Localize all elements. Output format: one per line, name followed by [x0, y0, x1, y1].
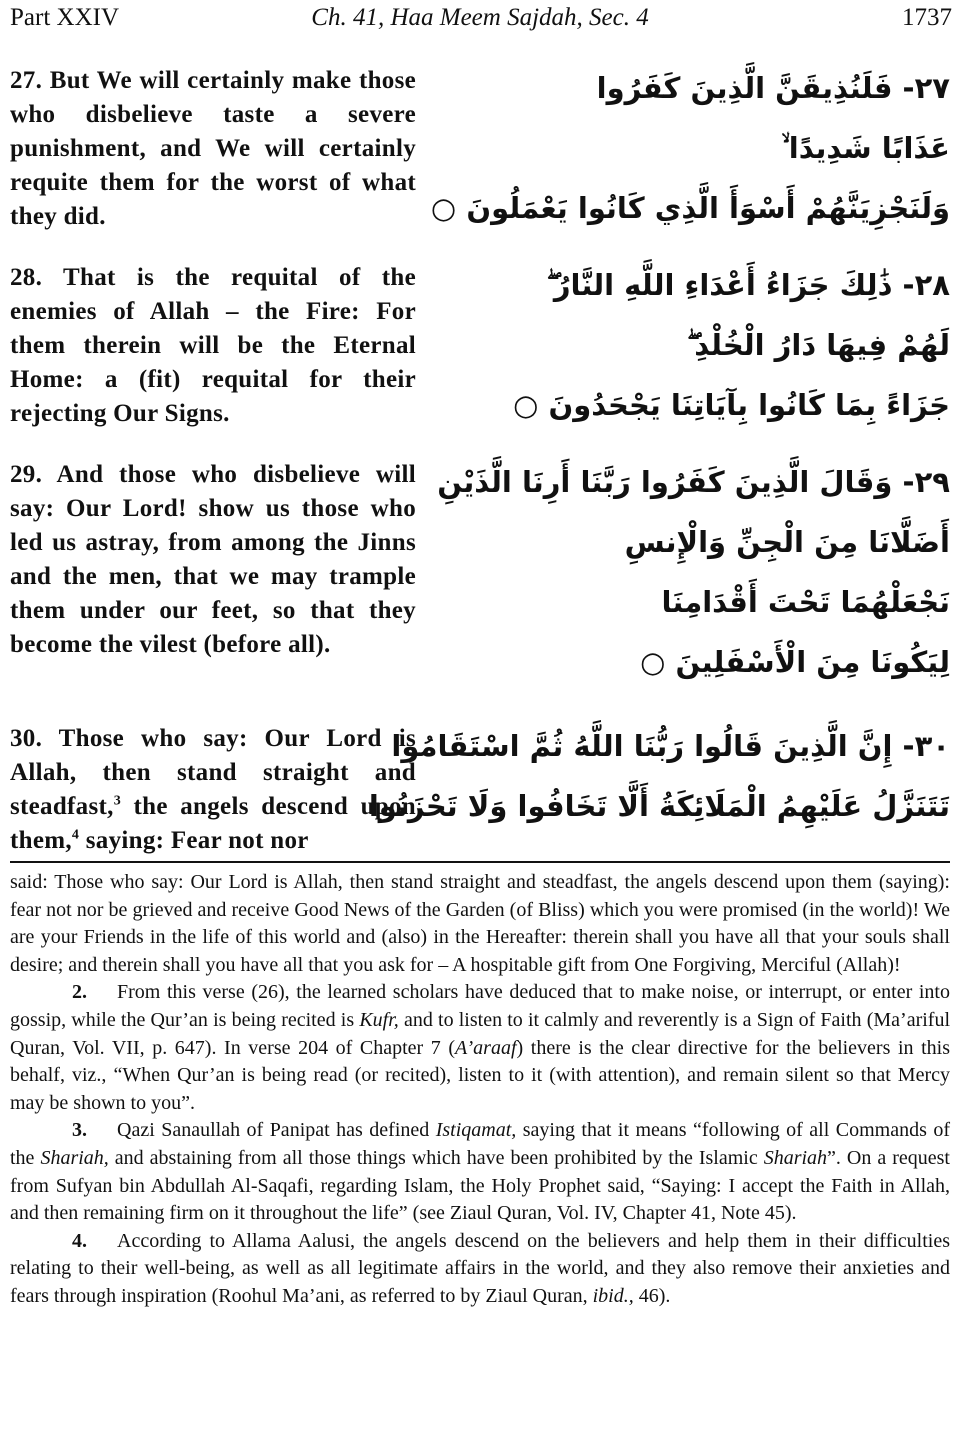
arabic-line: ٣٠- إِنَّ الَّذِينَ قَالُوا رَبُّنَا اللَّهُ ثُمَّ اسْتَقَامُوا	[391, 729, 950, 763]
arabic-line: وَلَنَجْزِيَنَّهُمْ أَسْوَأَ الَّذِي كَانُوا يَعْمَلُونَ ○	[430, 191, 950, 225]
arabic-line: أَضَلَّانَا مِنَ الْجِنِّ وَالْإِنسِ	[624, 525, 950, 559]
arabic-line: لِيَكُونَا مِنَ الْأَسْفَلِينَ ○	[640, 645, 950, 679]
verse-arabic	[437, 452, 950, 692]
verse-text: saying: Fear not nor	[79, 827, 309, 854]
footnote-italic: Istiqamat,	[435, 1119, 517, 1142]
footnote-text: Qazi Sanaullah of Panipat has defined	[117, 1119, 436, 1142]
footnote-continuation: said: Those who say: Our Lord is Allah, then stand straight and steadfast, the angels descend upon them (saying): fear not nor be grieved and receive Good News of the Garden (of Bliss) which you were promised (in the world)! We are your Friends in the life of this world and (also) in the Hereafter: therein shall you have all that your souls shall desire; and therein shall you have all that you ask for – A hospitable gift from One Forgiving, Merciful (Allah)!	[10, 871, 950, 976]
arabic-line: لَهُمْ فِيهَا دَارُ الْخُلْدِ ۖ	[686, 328, 950, 362]
footnote-text: saying that it means “following of all Commands of the	[10, 1119, 950, 1169]
arabic-line: نَجْعَلْهُمَا تَحْتَ أَقْدَامِنَا	[661, 585, 950, 619]
footnote-text: ”. On a request from Sufyan bin Abdullah Al-Saqafi, regarding Islam, the Holy Prophet said, “Saying: I accept the Faith in Allah, and then remaining firm on it throughout the life” (see Ziaul Quran, Vol. IV, Chapter 41, Note 45).	[10, 1146, 950, 1225]
arabic-line: تَتَنَزَّلُ عَلَيْهِمُ الْمَلَائِكَةُ أَلَّا تَخَافُوا وَلَا تَحْزَنُوا	[368, 789, 950, 823]
footnote-text: and abstaining from all those things which have been prohibited by the Islamic	[108, 1146, 764, 1169]
arabic-line: عَذَابًا شَدِيدًا ۙ	[781, 131, 950, 165]
footnote-italic: Shariah,	[40, 1146, 109, 1169]
footnote-4	[10, 1228, 950, 1311]
verse-translation: 29. And those who disbelieve will say: Our Lord! show us those who led us astray, from among the Jinns and the men, that we may trample them under our feet, so that they become the vilest (before all).	[10, 461, 416, 658]
footnote-italic: Shariah	[763, 1146, 828, 1169]
verse-arabic	[368, 716, 950, 836]
page-header	[0, 4, 960, 34]
verse-text: 30. Those who say: Our Lord is Allah, then stand straight and steadfast,	[10, 725, 416, 820]
footnote-divider	[10, 861, 950, 863]
verse-translation	[10, 722, 416, 858]
verse-translation: 28. That is the requital of the enemies of Allah – the Fire: For them therein will be the Eternal Home: a (fit) requital for their rejecting Our Signs.	[10, 264, 416, 427]
arabic-line: ٢٩- وَقَالَ الَّذِينَ كَفَرُوا رَبَّنَا أَرِنَا الَّذَيْنِ	[437, 465, 950, 499]
arabic-line: ٢٨- ذَٰلِكَ جَزَاءُ أَعْدَاءِ اللَّهِ النَّارُ ۖ	[546, 268, 950, 302]
footnote-2	[10, 979, 950, 1117]
footnote-italic: A’araaf	[455, 1036, 517, 1059]
footnote-number: 2.	[72, 981, 87, 1004]
footnote-text: From this verse (26), the learned scholars have deduced that to make noise, or interrupt, or enter into gossip, while the Qur’an is being recited is	[10, 981, 950, 1031]
footnote-text: and to listen to it calmly and reverently is a Sign of Faith (Ma’ariful Quran, Vol. VII, p. 647). In verse 204 of Chapter 7 (	[10, 1008, 951, 1059]
footnote-ref-4[interactable]: 4	[71, 827, 80, 843]
footnote-text: According to Allama Aalusi, the angels descend on the believers and help them in their difficulties relating to their well-being, as well as all legitimate affairs in the world, and they also remove their anxieties and fears through inspiration (Roohul Ma’ani, as referred to by Ziaul Quran,	[10, 1229, 950, 1307]
footnote-number: 3.	[72, 1119, 87, 1142]
footnote-3	[10, 1117, 950, 1227]
arabic-line: جَزَاءً بِمَا كَانُوا بِآيَاتِنَا يَجْحَدُونَ ○	[513, 388, 950, 422]
footnote-number: 4.	[72, 1229, 87, 1252]
footnotes	[10, 869, 950, 1311]
chapter-title: Ch. 41, Haa Meem Sajdah, Sec. 4	[311, 4, 649, 31]
verse-arabic	[430, 58, 950, 238]
footnote-text: 46).	[633, 1284, 671, 1307]
part-label: Part XXIV	[10, 4, 120, 31]
verse-text: the angels descend upon them,	[10, 793, 416, 854]
footnote-ref-3[interactable]: 3	[113, 793, 121, 809]
page-number: 1737	[902, 4, 952, 31]
arabic-line: ٢٧- فَلَنُذِيقَنَّ الَّذِينَ كَفَرُوا	[596, 71, 950, 105]
footnote-italic: Kufr,	[359, 1008, 399, 1031]
footnote-text: ) there is the clear directive for the believers in this behalf, viz., “When Qur’an is being read (or recited), listen to it (with attention), and remain silent so that Mercy may be shown to you”.	[10, 1036, 951, 1114]
footnote-italic: ibid.,	[592, 1284, 634, 1307]
verse-translation: 27. But We will certainly make those who disbelieve taste a severe punishment, and We will certainly requite them for the worst of what they did.	[10, 67, 416, 230]
verse-arabic	[440, 255, 950, 435]
